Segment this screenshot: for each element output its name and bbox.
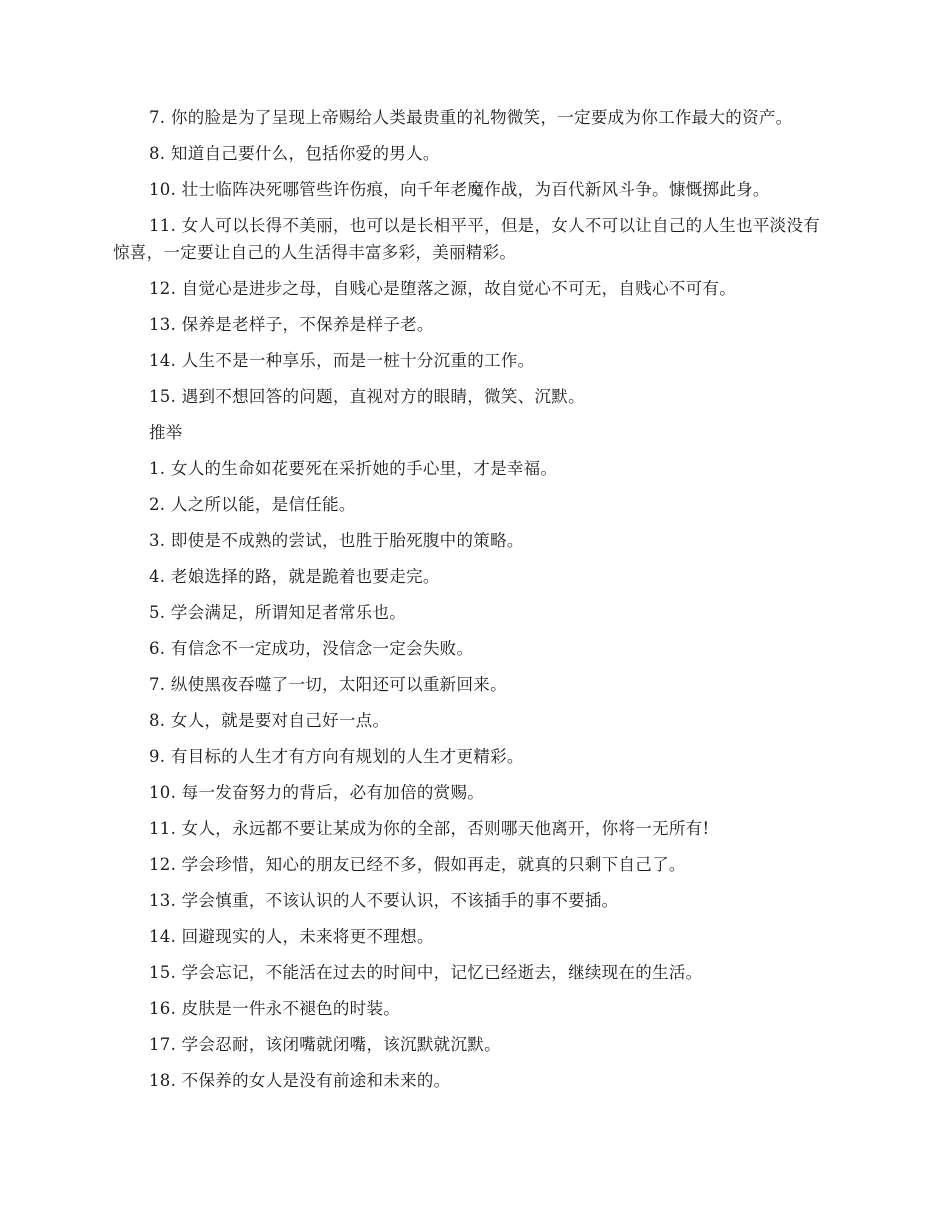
paragraph: 15. 遇到不想回答的问题，直视对方的眼睛，微笑、沉默。 bbox=[149, 387, 585, 406]
section-heading: 推举 bbox=[149, 423, 183, 442]
paragraph: 10. 壮士临阵决死哪管些许伤痕，向千年老魔作战，为百代新风斗争。慷慨掷此身。 bbox=[149, 180, 770, 199]
paragraph: 13. 保养是老样子，不保养是样子老。 bbox=[149, 315, 434, 334]
paragraph: 14. 人生不是一种享乐，而是一桩十分沉重的工作。 bbox=[149, 351, 535, 370]
paragraph: 17. 学会忍耐，该闭嘴就闭嘴，该沉默就沉默。 bbox=[149, 1035, 501, 1054]
document-page bbox=[113, 104, 833, 1094]
paragraph: 1. 女人的生命如花要死在采折她的手心里，才是幸福。 bbox=[149, 459, 558, 478]
paragraph: 15. 学会忘记，不能活在过去的时间中，记忆已经逝去，继续现在的生活。 bbox=[149, 963, 703, 982]
paragraph: 5. 学会满足，所谓知足者常乐也。 bbox=[149, 603, 407, 622]
paragraph: 3. 即使是不成熟的尝试，也胜于胎死腹中的策略。 bbox=[149, 531, 524, 550]
paragraph: 12. 学会珍惜，知心的朋友已经不多，假如再走，就真的只剩下自己了。 bbox=[149, 855, 686, 874]
paragraph: 8. 知道自己要什么，包括你爱的男人。 bbox=[149, 144, 440, 163]
paragraph: 13. 学会慎重，不该认识的人不要认识，不该插手的事不要插。 bbox=[149, 891, 619, 910]
paragraph: 7. 你的脸是为了呈现上帝赐给人类最贵重的礼物微笑，一定要成为你工作最大的资产。 bbox=[149, 108, 793, 127]
paragraph: 10. 每一发奋努力的背后，必有加倍的赏赐。 bbox=[149, 783, 485, 802]
paragraph: 4. 老娘选择的路，就是跪着也要走完。 bbox=[149, 567, 440, 586]
paragraph: 2. 人之所以能，是信任能。 bbox=[149, 495, 356, 514]
paragraph: 6. 有信念不一定成功，没信念一定会失败。 bbox=[149, 639, 474, 658]
paragraph: 11. 女人，永远都不要让某成为你的全部，否则哪天他离开，你将一无所有! bbox=[149, 819, 710, 838]
paragraph: 8. 女人，就是要对自己好一点。 bbox=[149, 711, 390, 730]
paragraph: 18. 不保养的女人是没有前途和未来的。 bbox=[149, 1071, 451, 1090]
paragraph: 12. 自觉心是进步之母，自贱心是堕落之源，故自觉心不可无，自贱心不可有。 bbox=[149, 279, 737, 298]
paragraph: 9. 有目标的人生才有方向有规划的人生才更精彩。 bbox=[149, 747, 524, 766]
paragraph: 14. 回避现实的人，未来将更不理想。 bbox=[149, 927, 434, 946]
paragraph: 7. 纵使黑夜吞噬了一切，太阳还可以重新回来。 bbox=[149, 675, 507, 694]
paragraph: 16. 皮肤是一件永不褪色的时装。 bbox=[149, 999, 401, 1018]
paragraph: 11. 女人可以长得不美丽，也可以是长相平平，但是，女人不可以让自己的人生也平淡没有惊喜，一定要让自己的人生活得丰富多彩，美丽精彩。 bbox=[113, 216, 821, 262]
